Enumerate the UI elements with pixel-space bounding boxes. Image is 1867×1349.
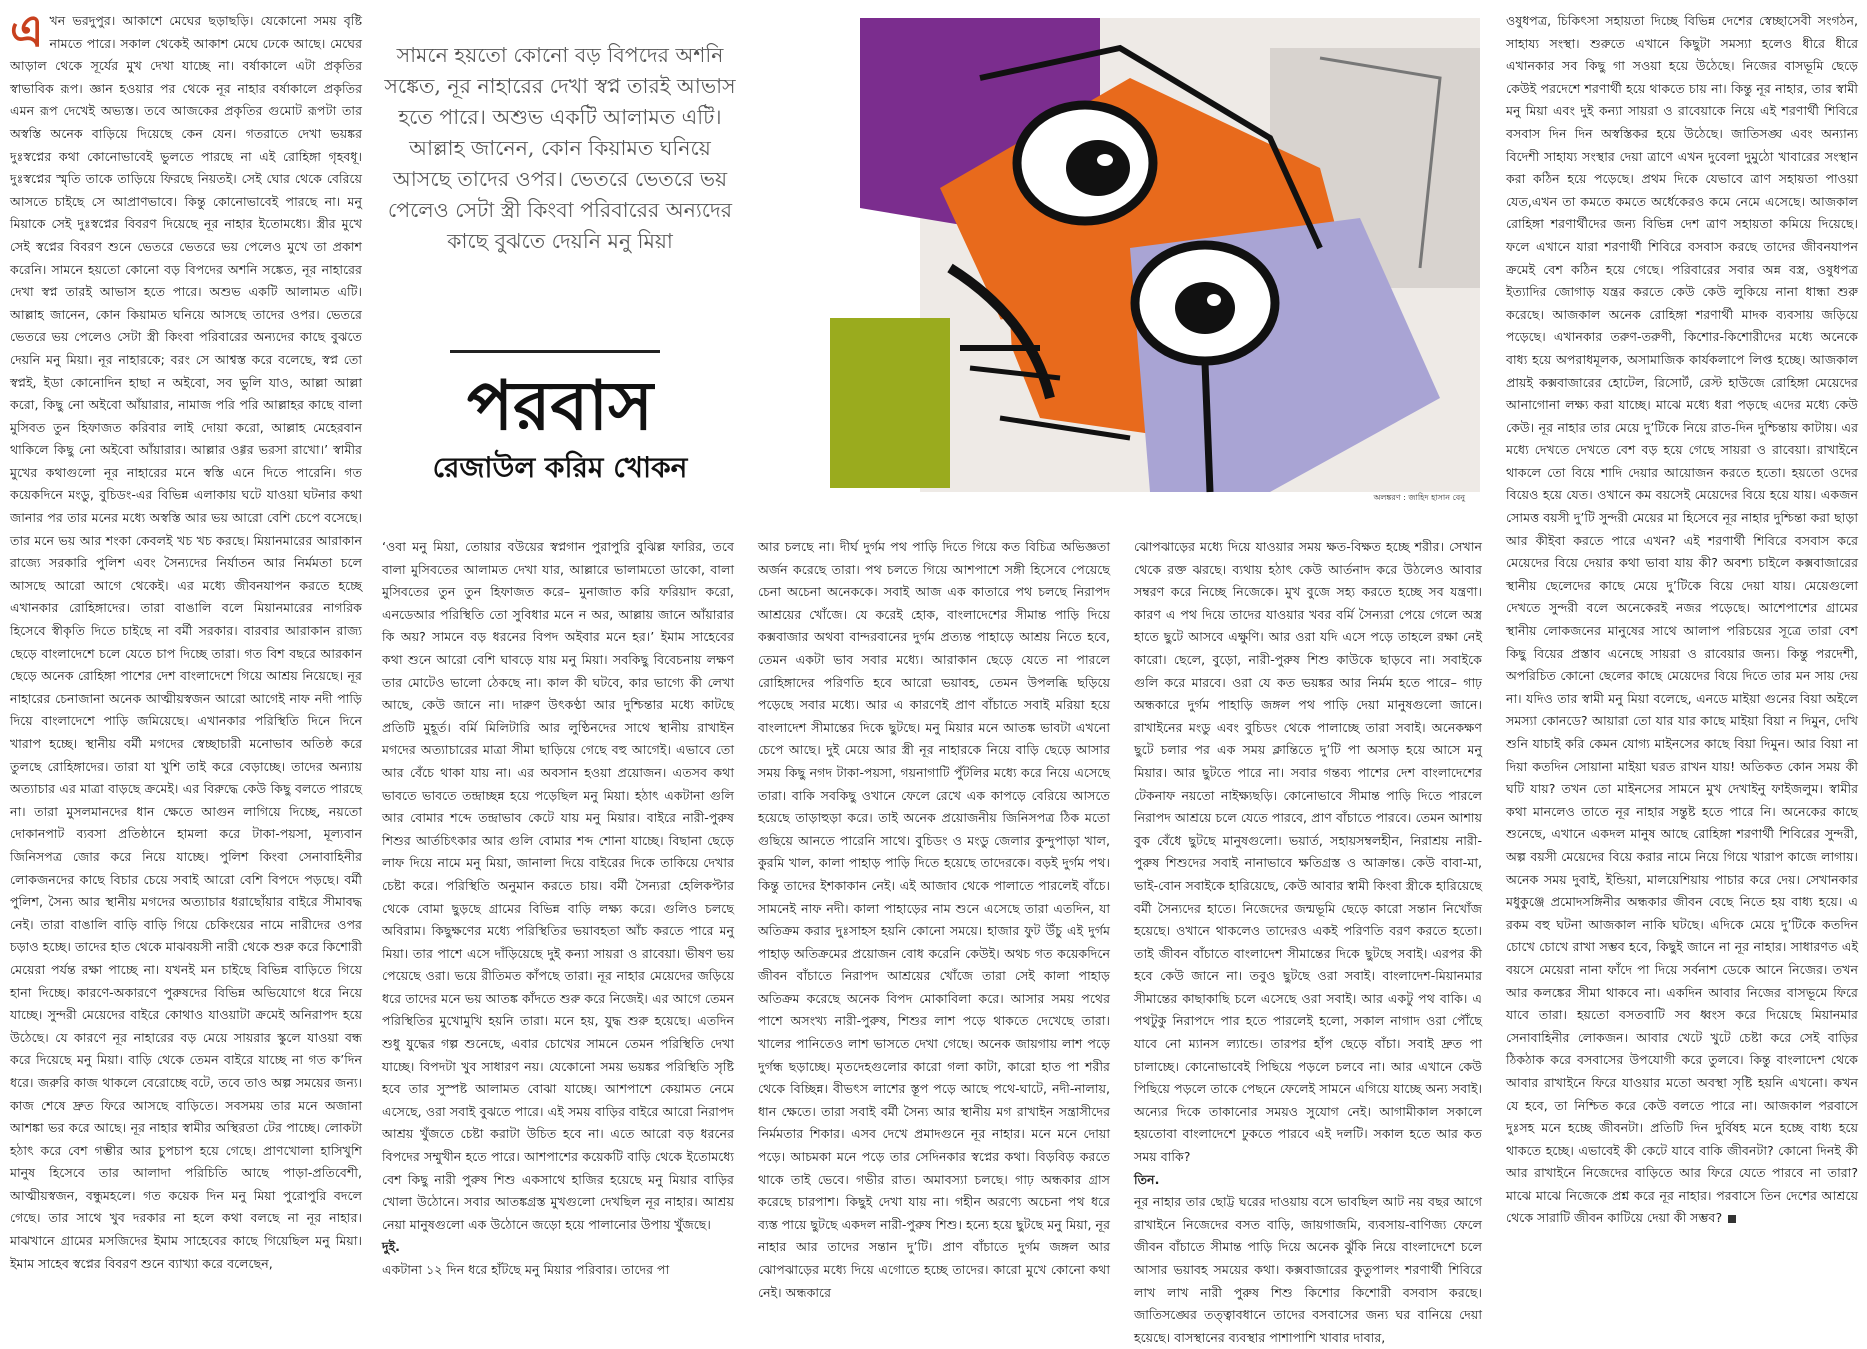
column-text: ওষুধপত্র, চিকিৎসা সহায়তা দিচ্ছে বিভিন্ন দেশের স্বেচ্ছাসেবী সংগঠন, সাহায্য সংস্থা। শুরুতে এখানে কিছুটা সমস্যা হলেও ধীরে ধীরে এখানকার সব কিছু গা সওয়া হয়ে উঠেছে। নিজের বাসভূমি ছেড়ে কেউই পরদেশে শরণার্থী হয়ে থাকতে চায় না। কিন্তু নূর নাহার, তার স্বামী মনু মিয়া এবং দুই কন্যা সায়রা ও রাবেয়াকে নিয়ে এই শরণার্থী শিবিরে বসবাস দিন দিন অস্বস্তিকর হয়ে উঠেছে। জাতিসঙ্ঘ এবং অন্যান্য বিদেশী সাহায্য সংস্থার দেয়া ত্রাণে এখন দুবেলা দুমুঠো খাবারের সংস্থান করা কঠিন হয়ে পড়েছে। প্রথম দিকে যেভাবে ত্রাণ সহায়তা পাওয়া যেত,এখন তা কমতে কমতে অর্ধেকেরও কমে নেমে এসেছে। আজকাল রোহিঙ্গা শরণার্থীদের জন্য বিভিন্ন দেশ ত্রাণ সহায়তা কমিয়ে দিয়েছে। ফলে এখানে যারা শরণার্থী শিবিরে বসবাস করছে তাদের জীবনযাপন ক্রমেই বেশ কঠিন হয়ে গেছে। পরিবারের সবার অন্ন বস্ত্র, ওষুধপত্র ইত্যাদির জোগাড় যন্ত্রর করতে কেউ কেউ লুকিয়ে নানা ধান্ধা শুরু করেছে। আজকাল অনেক রোহিঙ্গা শরণার্থী মাদক ব্যবসায় জড়িয়ে পড়েছে। এখানকার তরুণ-তরুণী, কিশোর-কিশোরীদের মধ্যে অনেকে বাধ্য হয়ে অপরাধমূলক, অসামাজিক কার্যকলাপে লিপ্ত হচ্ছে। আজকাল প্রায়ই কক্সবাজারের হোটেল, রিসোর্ট, রেস্ট হাউজে রোহিঙ্গা মেয়েদের আনাগোনা লক্ষ্য করা যাচ্ছে। মাঝে মধ্যে ধরা পড়ছে এদের মধ্যে কেউ কেউ। নূর নাহার তার মেয়ে দু’টিকে নিয়ে রাত-দিন দুশ্চিন্তায় কাটায়। এর মধ্যে দেখতে দেখতে বেশ বড় হয়ে গেছে সায়রা ও রাবেয়া। রাখাইনে থাকলে তো বিয়ে শাদি দেয়ার আয়োজন করতে হতো। হয়তো ওদের বিয়েও হয়ে যেত। ওখানে কম বয়সেই মেয়েদের বিয়ে হয়ে যায়। একজন সোমত্ত বয়সী দু’টি সুন্দরী মেয়ের মা হিসেবে নূর নাহার দুশ্চিন্তা করা ছাড়া আর কীইবা করতে পারে এখন? এই শরণার্থী শিবিরে বসবাস করে মেয়েদের বিয়ে দেয়ার কথা ভাবা যায় কী? অবশ্য চাইলে কক্সবাজারের স্থানীয় ছেলেদের কাছে মেয়ে দু’টিকে বিয়ে দেয়া যায়। মেয়েগুলো দেখতে সুন্দরী বলে অনেকেরই নজর পড়েছে। আশেপাশের গ্রামের স্থানীয় লোকজনের মানুষের সাথে আলাপ পরিচয়ের সূত্রে তারা বেশ কিছু বিয়ের প্রস্তাব এনেছে সায়রা ও রাবেয়ার জন্য। কিন্তু পরদেশী, অপরিচিত কোনো ছেলের কাছে মেয়েদের বিয়ে দিতে তার মন সায় দেয় না। যদিও তার স্বামী মনু মিয়া বলেছে, এনডে মাইয়া গুনের বিয়া অইলে সমস্যা কোনডে? আয়ারা তো যার যার কাছে মাইয়া বিয়া ন দিমুন, দেখি শুনি যাচাই করি কেমন যোগ্য মাইনসের কাছে বিয়া দিমুন। আর বিয়া না দিয়া কতদিন সোয়ানা মাইয়া ঘরত রাখন যায়! অতিকত কোন সময় কী ঘটি যায়? তখন তো মাইনসের সামনে মুখ দেখাইনু ফাইজলুম। স্বামীর কথা মানলেও তাতে নূর নাহার সন্তুষ্ট হতে পারে নি। অনেকের কাছে শুনেছে, এখানে একদল মানুষ আছে রোহিঙ্গা শরণার্থী শিবিরের সুন্দরী, অল্প বয়সী মেয়েদের বিয়ে করার নামে নিয়ে গিয়ে খারাপ কাজে লাগায়। অনেক সময় দুবাই, ইন্ডিয়া, মালয়েশিয়ায় পাচার করে দেয়। সেখানকার মধুকুঞ্জে প্রমোদসঙ্গিনীর অন্ধকার জীবন বেছে নিতে হয় বাধ্য হয়ে। এ রকম বহু ঘটনা আজকাল নাকি ঘটছে। এদিকে মেয়ে দু’টিকে কতদিন চোখে চোখে রাখা সম্ভব হবে, কিছুই জানে না নূর নাহার। সাধারণত এই বয়সে মেয়েরা নানা ফাঁদে পা দিয়ে সর্বনাশ ডেকে আনে নিজের। তখন আর কলঙ্কের সীমা থাকবে না। একদিন আবার নিজের বাসভূমে ফিরে যাবে তারা। হয়তো বসতবাটি সব ধ্বংস করে দিয়েছে মিয়ানমার সেনাবাহিনীর লোকজন। আবার খেটে খুটে চেষ্টা করে সেই বাড়ির ঠিকঠাক করে বসবাসের উপযোগী করে তুলবে। কিন্তু বাংলাদেশ থেকে আবার রাখাইনে ফিরে যাওয়ার মতো অবস্থা সৃষ্টি হয়নি এখনো। কখন যে হবে, তা নিশ্চিত করে কেউ বলতে পারে না। আজকাল পরবাসে দুঃসহ মনে হচ্ছে জীবনটা। প্রতিটি দিন দুর্বিষহ মনে হচ্ছে বাধ্য হয়ে থাকতে হচ্ছে। এভাবেই কী কেটে যাবে বাকি জীবনটা? কোনো দিনই কী আর রাখাইনে নিজেদের বাড়িতে আর ফিরে যেতে পারবে না তারা? মাঝে মাঝে নিজেকে প্রশ্ন করে নূর নাহার। পরবাসে তিন দেশের আশ্রয়ে থেকে সারাটি জীবন কাটিয়ে দেয়া কী সম্ভব? xyxy=(1506,13,1858,1226)
pull-quote: সামনে হয়তো কোনো বড় বিপদের অশনি সঙ্কেত, নূর নাহারের দেখা স্বপ্ন তারই আভাস হতে পারে। অশুভ একটি আলামত এটি। আল্লাহ জানেন, কোন কিয়ামত ঘনিয়ে আসছে তাদের ওপর। ভেতরে ভেতরে ভয় পেলেও সেটা স্ত্রী কিংবা পরিবারের অন্যদের কাছে বুঝতে দেয়নি মনু মিয়া xyxy=(384,43,736,253)
drop-cap: এ xyxy=(10,6,44,57)
section-heading: তিন. xyxy=(1134,1171,1160,1187)
paragraph: ঝোপঝাড়ের মধ্যে দিয়ে যাওয়ার সময় ক্ষত-বিক্ষত হচ্ছে শরীর। সেখান থেকে রক্ত ঝরছে। ব্যথায় হঠাৎ কেউ আর্তনাদ করে উঠলেও আবার সম্বরণ করে নিচ্ছে নিজেকে। মুখ বুজে সহ্য করতে হচ্ছে সব যন্ত্রণা। কারণ এ পথ দিয়ে তাদের যাওয়ার খবর বর্মি সৈন্যরা পেয়ে গেলে অস্ত্র হাতে ছুটে আসবে এক্ষুণি। আর ওরা যদি এসে পড়ে তাহলে রক্ষা নেই কারো। ছেলে, বুড়ো, নারী-পুরুষ শিশু কাউকে ছাড়বে না। সবাইকে গুলি করে মারবে। ওরা যে কত ভয়ঙ্কর আর নির্মম হতে পারে– গাঢ় অন্ধকারে দুর্গম পাহাড়ি জঙ্গল পথ পাড়ি দেয়া মানুষগুলো জানে। রাখাইনের মংডু এবং বুচিডং থেকে পালাচ্ছে তারা সবাই। অনেকক্ষণ ছুটে চলার পর এক সময় ক্লান্তিতে দু’টি পা অসাড় হয়ে আসে মনু মিয়ার। আর ছুটতে পারে না। সবার গন্তব্য পাশের দেশ বাংলাদেশের টেকনাফ নয়তো নাইক্ষ্যছড়ি। কোনোভাবে সীমান্ত পাড়ি দিতে পারলে নিরাপদ আশ্রয়ে চলে যেতে পারবে, প্রাণ বাঁচাতে পারবে। তেমন আশায় বুক বেঁধে ছুটছে মানুষগুলো। ভয়ার্ত, সহায়সম্বলহীন, নিরাশ্রয় নারী-পুরুষ শিশুদের সবাই নানাভাবে ক্ষতিগ্রস্ত ও আক্রান্ত। কেউ বাবা-মা, ভাই-বোন সবাইকে হারিয়েছে, কেউ আবার স্বামী কিংবা স্ত্রীকে হারিয়েছে বর্মী সৈন্যদের হাতে। নিজেদের জন্মভূমি ছেড়ে কারো সন্তান নিখোঁজ হয়েছে। ওখানে থাকলেও তাদেরও একই পরিণতি বরণ করতে হতো। তাই জীবন বাঁচাতে বাংলাদেশ সীমান্তের দিকে ছুটছে সবাই। এরপর কী হবে কেউ জানে না। তবুও ছুটছে ওরা সবাই। বাংলাদেশ-মিয়ানমার সীমান্তের কাছাকাছি চলে এসেছে ওরা সবাই। আর একটু পথ বাকি। এ পথটুকু নিরাপদে পার হতে পারলেই হলো, সকাল নাগাদ ওরা পৌঁছে যাবে নো ম্যানস ল্যান্ডে। তারপর হাঁপ ছেড়ে বাঁচা। সবাই দ্রুত পা চালাচ্ছে। কোনোভাবেই পিছিয়ে পড়লে চলবে না। আর এখানে কেউ পিছিয়ে পড়লে তাকে পেছনে ফেলেই সামনে এগিয়ে যাচ্ছে অন্য সবাই। অন্যের দিকে তাকানোর সময়ও সুযোগ নেই। আগামীকাল সকালে হয়তোবা বাংলাদেশে ঢুকতে পারবে এই দলটি। সকাল হতে আর কত সময় বাকি? xyxy=(1134,539,1482,1165)
column-text: খন ভরদুপুর। আকাশে মেঘের ছড়াছড়ি। যেকোনো সময় বৃষ্টি নামতে পারে। সকাল থেকেই আকাশ মেঘে ঢেকে আছে। মেঘের আড়াল থেকে সূর্যের মুখ দেখা যাচ্ছে না। বর্ষাকালে এটা প্রকৃতির স্বাভাবিক রূপ। জ্ঞান হওয়ার পর থেকে নূর নাহার বর্ষাকালে প্রকৃতির এমন রূপ দেখেই অভ্যস্ত। তবে আজকের প্রকৃতির গুমোট রূপটা তার অস্বস্তি অনেক বাড়িয়ে দিয়েছে কেন যেন। গতরাতে দেখা ভয়ঙ্কর দুঃস্বপ্নের কথা কোনোভাবেই ভুলতে পারছে না এই রোহিঙ্গা গৃহবধূ। দুঃস্বপ্নের স্মৃতি তাকে তাড়িয়ে ফিরছে নিয়তই। সেই ঘোর থেকে বেরিয়ে আসতে চাইছে সে আপ্রাণভাবে। কিন্তু কোনোভাবেই পারছে না। মনু মিয়াকে সেই দুঃস্বপ্নের বিবরণ দিয়েছে নূর নাহার ইতোমধ্যে। স্ত্রীর মুখে সেই স্বপ্নের বিবরণ শুনে ভেতরে ভেতরে ভয় পেলেও মুখে তা প্রকাশ করেনি। সামনে হয়তো কোনো বড় বিপদের অশনি সঙ্কেত, নূর নাহারের দেখা স্বপ্ন তারই আভাস হতে পারে। অশুভ একটি আলামত এটি। আল্লাহ জানেন, কোন কিয়ামত ঘনিয়ে আসছে তাদের ওপর। ভেতরে ভেতরে ভয় পেলেও সেটা স্ত্রী কিংবা পরিবারের অন্যদের কাছে বুঝতে দেয়নি মনু মিয়া। নূর নাহারকে; বরং সে আশ্বস্ত করে বলেছে, স্বপ্ন তো স্বপ্নই, ইডা কোনোদিন হাছা ন অইবো, সব ভুলি যাও, আল্লা আল্লা করো, কিছু নো অইবো আঁয়ারার, নামাজ পরি পরি আল্লাহর কাছে বালা মুসিবত তুন হিফাজত করিবার লাই দোয়া করো, আল্লাহ মেহেরবান থাকিলে কিছু নো অইবো আঁয়ারার। আল্লার ওগ্গর ভরসা রাখো।’ স্বামীর মুখের কথাগুলো নূর নাহারের মনে স্বস্তি এনে দিতে পারেনি। গত কয়েকদিনে মংডু, বুচিডং-এর বিভিন্ন এলাকায় ঘটে যাওয়া ঘটনার কথা জানার পর তার মনের মধ্যে অস্বস্তি আর ভয় আরো বেশি চেপে বসেছে। তার মনে ভয় আর শংকা কেবলই খচ খচ করছে। মিয়ানমারের আরাকান রাজ্যে সরকারি পুলিশ এবং সৈন্যদের নির্যাতন আর নির্মমতা চলে আসছে আরো আগে থেকেই। এর মধ্যে জীবনযাপন করতে হচ্ছে এখানকার রোহিঙ্গাদের। তারা বাঙালি বলে মিয়ানমারের নাগরিক হিসেবে স্বীকৃতি দিতে চাইছে না বর্মী সরকার। বারবার আরাকান রাজ্য ছেড়ে বাংলাদেশে চলে যেতে চাপ দিচ্ছে তারা। গত বিশ বছরে আরকান ছেড়ে অনেক রোহিঙ্গা পাশের দেশ বাংলাদেশে গিয়ে আশ্রয় নিয়েছে। নূর নাহারের চেনাজানা অনেক আত্মীয়স্বজন আরো আগেই নাফ নদী পাড়ি দিয়ে বাংলাদেশে পাড়ি জমিয়েছে। এখানকার পরিস্থিতি দিনে দিনে খারাপ হচ্ছে। স্থানীয় বর্মী মগদের স্বেচ্ছাচারী মনোভাব অতিষ্ঠ করে তুলছে রোহিঙ্গাদের। তারা যা খুশি তাই করে বেড়াচ্ছে। তাদের অন্যায় অত্যাচার এর মাত্রা বাড়ছে ক্রমেই। এর বিরুদ্ধে কেউ কিছু বলতে পারছে না। তারা মুসলমানদের ধান ক্ষেতে আগুন লাগিয়ে দিচ্ছে, নয়তো দোকানপাট ব্যবসা প্রতিষ্ঠানে হামলা করে টাকা-পয়সা, মূল্যবান জিনিসপত্র জোর করে নিয়ে যাচ্ছে। পুলিশ কিংবা সেনাবাহিনীর লোকজনদের কাছে বিচার চেয়ে সবাই আরো বেশি বিপদে পড়ছে। বর্মী পুলিশ, সৈন্য আর স্থানীয় মগদের অত্যাচার ধরাছোঁয়ার বাইরে সীমাবদ্ধ নেই। তারা বাঙালি বাড়ি বাড়ি গিয়ে চেকিংয়ের নামে নারীদের ওপর চড়াও হচ্ছে। তাদের হাত থেকে মাঝবয়সী নারী থেকে শুরু করে কিশোরী মেয়েরা পর্যন্ত রক্ষা পাচ্ছে না। যখনই মন চাইছে বিভিন্ন বাড়িতে গিয়ে হানা দিচ্ছে। কারণে-অকারণে পুরুষদের বিভিন্ন অভিযোগে ধরে নিয়ে যাচ্ছে। সুন্দরী মেয়েদের বাইরে কোথাও যাওয়াটা ক্রমেই অনিরাপদ হয়ে উঠেছে। যে কারণে নূর নাহারের বড় মেয়ে সায়রার স্কুলে যাওয়া বন্ধ করে দিয়েছে মনু মিয়া। বাড়ি থেকে তেমন বাইরে যাচ্ছে না গত ক’দিন ধরে। জরুরি কাজ থাকলে বেরোচ্ছে বটে, তবে তাও অল্প সময়ের জন্য। কাজ শেষে দ্রুত ফিরে আসছে বাড়িতে। সবসময় তার মনে অজানা আশঙ্কা ভর করে আছে। নূর নাহার স্বামীর অস্থিরতা টের পাচ্ছে। লোকটা হঠাৎ করে বেশ গম্ভীর আর চুপচাপ হয়ে গেছে। প্রাণখোলা হাসিখুশি মানুষ হিসেবে তার আলাদা পরিচিতি আছে পাড়া-প্রতিবেশী, আত্মীয়স্বজন, বন্ধুমহলে। গত কয়েক দিন মনু মিয়া পুরোপুরি বদলে গেছে। তার সাথে খুব দরকার না হলে কথা বলছে না নূর নাহার। মাঝখানে গ্রামের মসজিদের ইমাম সাহেবের কাছে গিয়েছিল মনু মিয়া। ইমাম সাহেব স্বপ্নের বিবরণ শুনে ব্যাখ্যা করে বলেছেন, xyxy=(10,13,362,1271)
article-column-2 xyxy=(382,536,734,1326)
article-column-4 xyxy=(1134,536,1482,1345)
paragraph: আর চলছে না। দীর্ঘ দুর্গম পথ পাড়ি দিতে গিয়ে কত বিচিত্র অভিজ্ঞতা অর্জন করেছে তারা। পথ চলতে গিয়ে আশপাশে সঙ্গী হিসেবে পেয়েছে চেনা অচেনা অনেককে। সবাই আজ এক কাতারে পথ চলছে নিরাপদ আশ্রয়ের খোঁজে। যে করেই হোক, বাংলাদেশের সীমান্ত পাড়ি দিয়ে কক্সবাজার অথবা বান্দরবানের দুর্গম প্রত্যন্ত পাহাড়ে আশ্রয় নিতে হবে, তেমন একটা ভাব সবার মধ্যে। আরাকান ছেড়ে যেতে না পারলে রোহিঙ্গাদের পরিণতি হবে আরো ভয়াবহ, তেমন উপলব্ধি ছড়িয়ে পড়েছে সবার মধ্যে। আর এ কারণেই প্রাণ বাঁচাতে সবাই মরিয়া হয়ে বাংলাদেশ সীমান্তের দিকে ছুটছে। মনু মিয়ার মনে আতঙ্ক ভাবটা এখনো চেপে আছে। দুই মেয়ে আর স্ত্রী নূর নাহারকে নিয়ে বাড়ি ছেড়ে আসার সময় কিছু নগদ টাকা-পয়সা, গয়নাগাটি পুঁটলির মধ্যে করে নিয়ে এসেছে তারা। বাকি সবকিছু ওখানে ফেলে রেখে এক কাপড়ে বেরিয়ে আসতে হয়েছে তাড়াহুড়া করে। তাই অনেক প্রয়োজনীয় জিনিসপত্র ঠিক মতো গুছিয়ে আনতে পারেনি সাথে। বুচিডং ও মংডু জেলার কুন্দুপাড়া খাল, কুরমি খাল, কালা পাহাড় পাড়ি দিতে হয়েছে তাদেরকে। বড়ই দুর্গম পথ। কিন্তু তাদের ইশকাকান নেই। এই আজাব থেকে পালাতে পারলেই বাঁচে। সামনেই নাফ নদী। কালা পাহাড়ের নাম শুনে এসেছে তারা এতদিন, যা অতিক্রম করার দুঃসাহস হয়নি কোনো সময়ে। হাজার ফুট উঁচু এই দুর্গম পাহাড় অতিক্রমের প্রয়োজন বোধ করেনি কেউই। অথচ গত কয়েকদিনে জীবন বাঁচাতে নিরাপদ আশ্রয়ের খোঁজে তারা সেই কালা পাহাড় অতিক্রম করেছে অনেক বিপদ মোকাবিলা করে। আসার সময় পথের পাশে অসংখ্য নারী-পুরুষ, শিশুর লাশ পড়ে থাকতে দেখেছে তারা। খালের পানিতেও লাশ ভাসতে দেখা গেছে। অনেক জায়গায় লাশ পড়ে দুর্গন্ধ ছড়াচ্ছে। মৃতদেহগুলোর কারো গলা কাটা, কারো হাত পা শরীর থেকে বিচ্ছিন্ন। বীভৎস লাশের স্তূপ পড়ে আছে পথে-ঘাটে, নদী-নালায়, ধান ক্ষেতে। তারা সবাই বর্মী সৈন্য আর স্থানীয় মগ রাখাইন সন্ত্রাসীদের নির্মমতার শিকার। এসব দেখে প্রমাদগুনে নূর নাহার। মনে মনে দোয়া পড়ে। আচমকা মনে পড়ে তার সেদিনকার স্বপ্নের কথা। বিড়বিড় করতে থাকে তাই ভেবে। গভীর রাত। অমাবস্যা চলছে। গাঢ় অন্ধকার গ্রাস করেছে চারপাশ। কিছুই দেখা যায় না। গহীন অরণ্যে অচেনা পথ ধরে ব্যস্ত পায়ে ছুটছে একদল নারী-পুরুষ শিশু। হন্যে হয়ে ছুটছে মনু মিয়া, নূর নাহার আর তাদের সন্তান দু’টি। প্রাণ বাঁচাতে দুর্গম জঙ্গল আর ঝোপঝাড়ের মধ্যে দিয়ে এগোতে হচ্ছে তাদের। কারো মুখে কোনো কথা নেই। অন্ধকারে xyxy=(758,539,1110,1300)
paragraph: নূর নাহার তার ছোট্ট ঘরের দাওয়ায় বসে ভাবছিল আট নয় বছর আগে রাখাইনে নিজেদের বসত বাড়ি, জায়গাজমি, ব্যবসায়-বাণিজ্য ফেলে জীবন বাঁচাতে সীমান্ত পাড়ি দিয়ে অনেক ঝুঁকি নিয়ে বাংলাদেশে চলে আসার ভয়াবহ সময়ের কথা। কক্সবাজারের কুতুপালং শরণার্থী শিবিরে লাখ লাখ নারী পুরুষ শিশু কিশোর কিশোরী বসবাস করছে। জাতিসঙ্ঘের তত্ত্বাবধানে তাদের বসবাসের জন্য ঘর বানিয়ে দেয়া হয়েছে। বাসস্থানের ব্যবস্থার পাশাপাশি খাবার দাবার, xyxy=(1134,1194,1482,1345)
divider xyxy=(450,350,660,353)
paragraph: ‘ওবা মনু মিয়া, তোয়ার বউয়ের স্বপ্নগান পুরাপুরি বুঝিল্ল ফারির, তবে বালা মুসিবতের আলামত দেখা যার, আল্লারে ভালামতো ডাকো, বালা মুসিবতের তুন তুন হিফাজত করে– মুনাজাত করি ফরিয়াদ করো, এনডেআর পরিস্থিতি তো সুবিধার মনে ন অর, আল্লায় জানে আঁয়ারার কি অয়? সামনে বড় ধরনের বিপদ অইবার মনে হর।’ ইমাম সাহেবের কথা শুনে আরো বেশি ঘাবড়ে যায় মনু মিয়া। সবকিছু বিবেচনায় লক্ষণ তার মোটেও ভালো ঠেকছে না। কাল কী ঘটবে, কার ভাগ্যে কী লেখা আছে, কেউ জানে না। দারুণ উৎকণ্ঠা আর দুশ্চিন্তার মধ্যে কাটছে প্রতিটি মুহূর্ত। বর্মি মিলিটারি আর লুণ্ঠিনদের সাথে স্থানীয় রাখাইন মগদের অত্যাচারের মাত্রা সীমা ছাড়িয়ে গেছে বহু আগেই। এভাবে তো আর বেঁচে থাকা যায় না। এর অবসান হওয়া প্রয়োজন। এতসব কথা ভাবতে ভাবতে তন্দ্রাচ্ছন্ন হয়ে পড়েছিল মনু মিয়া। হঠাৎ একটানা গুলি আর বোমার শব্দে তন্দ্রাভাব কেটে যায় মনু মিয়ার। বাইরে নারী-পুরুষ শিশুর আর্তচিৎকার আর গুলি বোমার শব্দ শোনা যাচ্ছে। বিছানা ছেড়ে লাফ দিয়ে নামে মনু মিয়া, জানালা দিয়ে বাইরের দিকে তাকিয়ে দেখার চেষ্টা করে। পরিস্থিতি অনুমান করতে চায়। বর্মী সৈন্যরা হেলিকপ্টার থেকে বোমা ছুড়ছে গ্রামের বিভিন্ন বাড়ি লক্ষ্য করে। গুলিও চলছে অবিরাম। কিছুক্ষণের মধ্যে পরিস্থিতির ভয়াবহতা আঁচ করতে পারে মনু মিয়া। তার পাশে এসে দাঁড়িয়েছে দুই কন্যা সায়রা ও রাবেয়া। ভীষণ ভয় পেয়েছে ওরা। ভয়ে রীতিমত কাঁপছে তারা। নূর নাহার মেয়েদের জড়িয়ে ধরে তাদের মনে ভয় আতঙ্ক কাঁদতে শুরু করে নিজেই। এর আগে তেমন পরিস্থিতির মুখোমুখি হয়নি তারা। মনে হয়, যুদ্ধ শুরু হয়েছে। এতদিন শুধু যুদ্ধের গল্প শুনেছে, এবার চোখের সামনে তেমন পরিস্থিতি দেখা যাচ্ছে। বিপদটা খুব সাধারণ নয়। যেকোনো সময় ভয়ঙ্কর পরিস্থিতি সৃষ্টি হবে তার সুস্পষ্ট আলামত বোঝা যাচ্ছে। আশপাশে কেয়ামত নেমে এসেছে, ওরা সবাই বুঝতে পারে। এই সময় বাড়ির বাইরে আরো নিরাপদ আশ্রয় খুঁজতে চেষ্টা করাটা উচিত হবে না। এতে আরো বড় ধরনের বিপদের সম্মুখীন হতে পারে। আশপাশের কয়েকটি বাড়ি থেকে ইতোমধ্যে বেশ কিছু নারী পুরুষ শিশু একসাথে হাজির হয়েছে মনু মিয়ার বাড়ির খোলা উঠোনে। সবার আতঙ্কগ্রস্ত মুখগুলো দেখছিল নূর নাহার। আশ্রয় নেয়া মানুষগুলো এক উঠোনে জড়ো হয়ে পালানোর উপায় খুঁজছে। xyxy=(382,539,734,1232)
section-heading: দুই. xyxy=(382,1239,400,1255)
olive-block xyxy=(830,318,950,488)
article-headline: পরবাস xyxy=(466,366,654,446)
paragraph xyxy=(10,6,362,1275)
illustration-credit: অলঙ্করণ : জাহিদ হাসান বেনু xyxy=(1373,493,1465,502)
paragraph: একটানা ১২ দিন ধরে হাঁটছে মনু মিয়ার পরিবার। তাদের পা xyxy=(382,1262,670,1277)
article-illustration xyxy=(800,18,1490,492)
article-column-5 xyxy=(1506,10,1858,1326)
end-mark-icon xyxy=(1728,1215,1736,1223)
article-column-1 xyxy=(10,6,362,1326)
author-byline: রেজাউল করিম খোকন xyxy=(432,451,688,484)
paragraph xyxy=(1506,10,1858,1230)
article-column-3 xyxy=(758,536,1110,1326)
